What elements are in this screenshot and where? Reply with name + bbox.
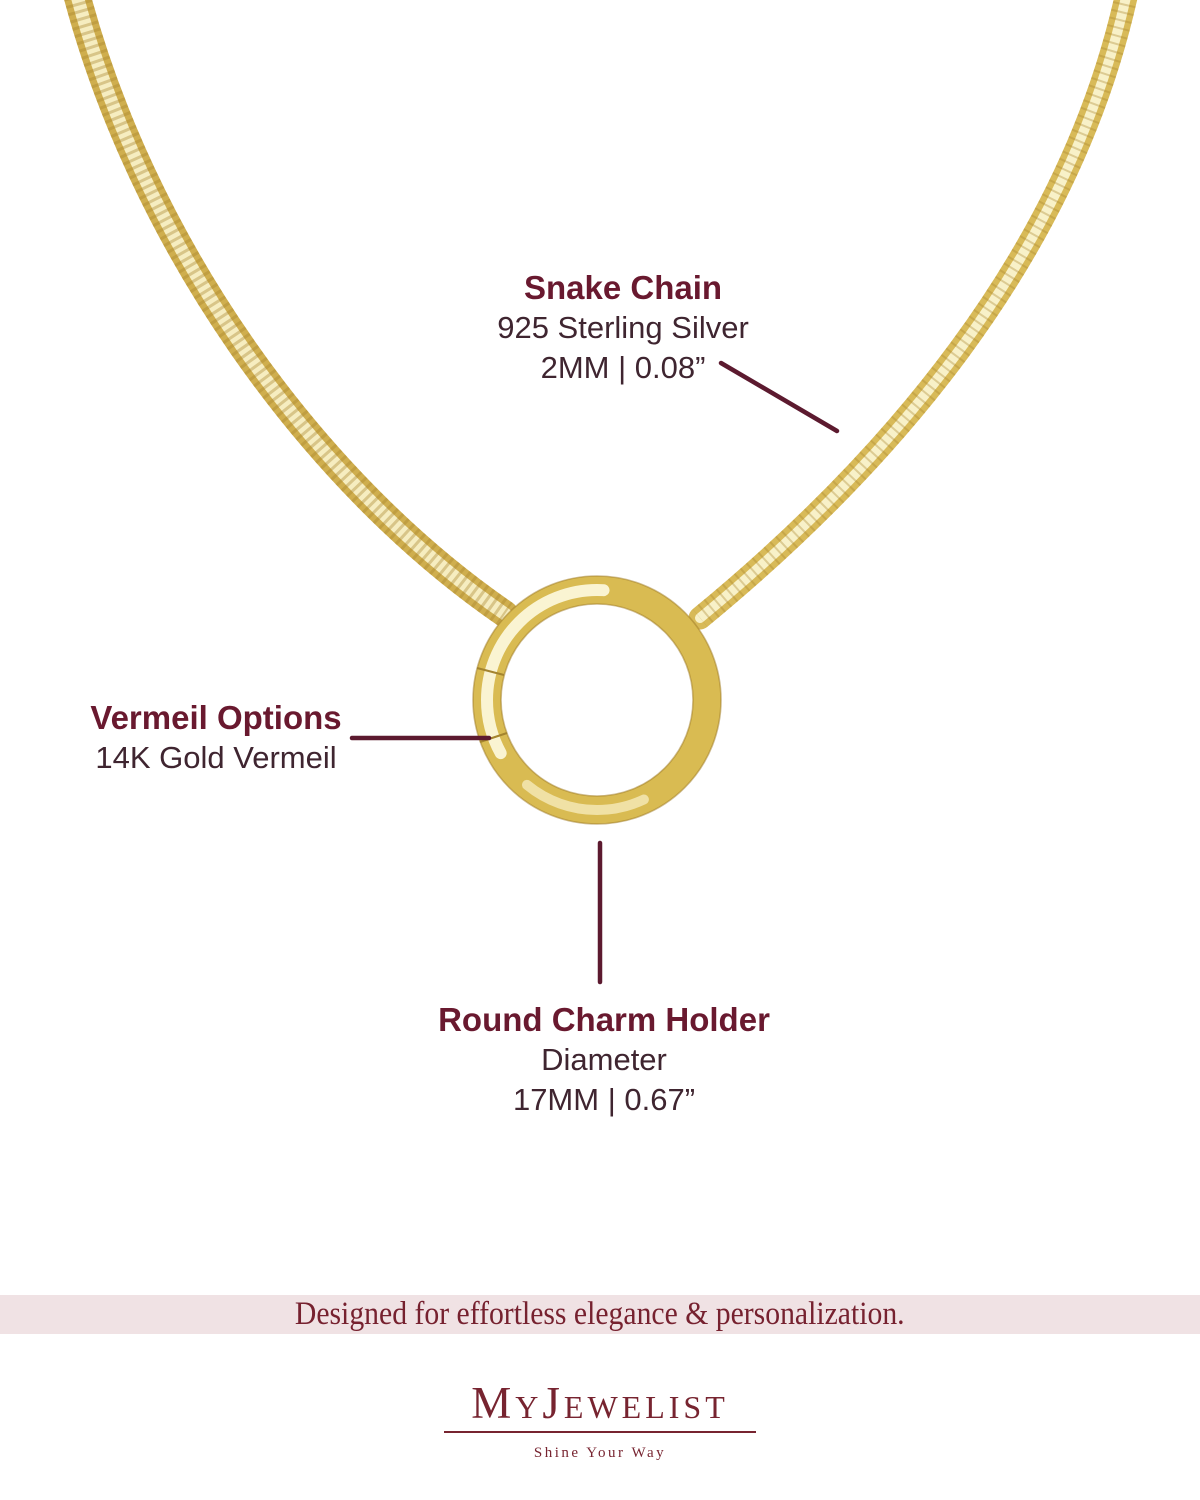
annotation-vermeil-detail: 14K Gold Vermeil <box>95 740 337 775</box>
annotation-charm-holder-title: Round Charm Holder <box>438 1001 770 1038</box>
brand-logo <box>0 1380 1200 1462</box>
leader-lines <box>352 363 837 982</box>
annotation-charm-holder <box>438 1000 770 1120</box>
snake-chain-left-strand <box>75 0 505 614</box>
chain-left-base <box>75 0 505 614</box>
chain-right-base <box>700 0 1128 618</box>
wordmark-letter-y: Y <box>515 1389 543 1425</box>
wordmark-letter-j: J <box>542 1378 564 1428</box>
annotation-snake-chain-size: 2MM | 0.08” <box>540 350 706 385</box>
chain-right-spiral-texture <box>700 0 1128 618</box>
annotation-vermeil-options <box>90 698 341 778</box>
snake-chain-right-strand <box>700 0 1128 618</box>
tagline-banner <box>0 1295 1200 1334</box>
brand-wordmark <box>441 1380 758 1445</box>
brand-tagline: Shine Your Way <box>533 1445 667 1461</box>
ring-inner-edge <box>501 604 693 796</box>
logo-underline <box>444 1431 756 1433</box>
chain-left-weave-texture <box>75 0 505 614</box>
annotation-snake-chain-material: 925 Sterling Silver <box>497 310 749 345</box>
banner-text: Designed for effortless elegance & personalization. <box>295 1296 905 1332</box>
chain-left-highlight <box>75 0 505 614</box>
wordmark-letter-m: M <box>471 1378 516 1428</box>
round-charm-holder-ring <box>473 576 721 824</box>
annotation-snake-chain-title: Snake Chain <box>523 269 723 306</box>
chain-right-highlight <box>700 0 1128 618</box>
annotation-vermeil-title: Vermeil Options <box>90 699 342 736</box>
wordmark-letters-rest: EWELIST <box>563 1389 729 1425</box>
annotation-snake-chain <box>497 268 749 388</box>
annotation-charm-holder-size: 17MM | 0.67” <box>512 1082 696 1117</box>
annotation-charm-holder-dimension-label: Diameter <box>541 1042 667 1077</box>
